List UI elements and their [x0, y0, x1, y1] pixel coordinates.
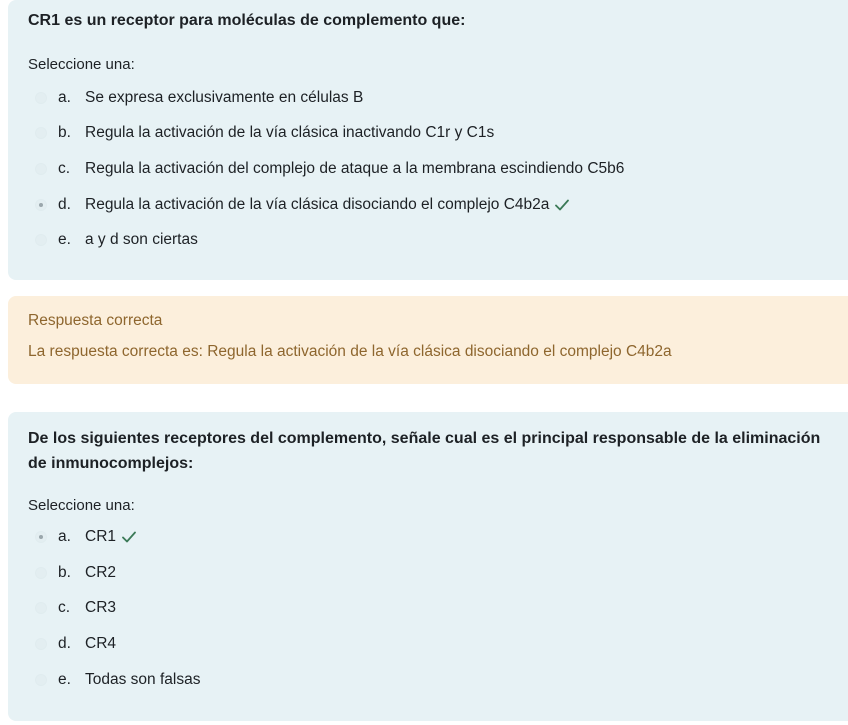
option-label: Se expresa exclusivamente en células B	[85, 89, 364, 106]
radio-icon[interactable]	[35, 531, 47, 543]
option-letter: a.	[58, 528, 71, 545]
option-a[interactable]	[8, 526, 848, 548]
option-d[interactable]	[8, 633, 848, 655]
option-b[interactable]	[8, 122, 848, 144]
question-text: De los siguientes receptores del complemento, señale cual es el principal responsable de la eliminación de inmunocomplejos:	[28, 430, 821, 472]
option-letter: e.	[58, 231, 71, 248]
option-label: CR4	[85, 635, 117, 652]
radio-icon[interactable]	[35, 127, 47, 139]
feedback-box	[8, 296, 848, 384]
radio-icon[interactable]	[35, 602, 47, 614]
option-label: CR3	[85, 599, 117, 616]
option-label: Todas son falsas	[85, 671, 201, 688]
select-one-prompt: Seleccione una:	[28, 497, 135, 514]
feedback-text: La respuesta correcta es: Regula la activación de la vía clásica disociando el complejo C4b2a	[28, 343, 672, 360]
question-card-2	[8, 412, 848, 721]
radio-icon[interactable]	[35, 163, 47, 175]
option-c[interactable]	[8, 597, 848, 619]
option-label: Regula la activación de la vía clásica inactivando C1r y C1s	[85, 124, 495, 141]
option-label-correct	[85, 528, 136, 546]
option-letter: c.	[58, 599, 71, 616]
option-letter: d.	[58, 635, 71, 652]
option-label-text: CR1	[85, 528, 117, 545]
option-c[interactable]	[8, 158, 848, 180]
option-label-correct	[85, 196, 569, 214]
option-letter: d.	[58, 196, 71, 213]
radio-icon[interactable]	[35, 92, 47, 104]
radio-icon[interactable]	[35, 234, 47, 246]
option-letter: e.	[58, 671, 71, 688]
radio-icon[interactable]	[35, 674, 47, 686]
option-b[interactable]	[8, 562, 848, 584]
option-letter: b.	[58, 564, 71, 581]
option-label: a y d son ciertas	[85, 231, 198, 248]
radio-icon[interactable]	[35, 199, 47, 211]
option-a[interactable]	[8, 87, 848, 109]
option-d[interactable]	[8, 194, 848, 216]
option-label: CR2	[85, 564, 117, 581]
radio-icon[interactable]	[35, 567, 47, 579]
check-icon	[122, 531, 136, 543]
option-letter: a.	[58, 89, 71, 106]
question-card-1	[8, 0, 848, 280]
option-e[interactable]	[8, 669, 848, 691]
select-one-prompt: Seleccione una:	[28, 56, 135, 73]
option-e[interactable]	[8, 229, 848, 251]
check-icon	[555, 199, 569, 211]
question-text: CR1 es un receptor para moléculas de complemento que:	[28, 12, 466, 29]
option-label: Regula la activación del complejo de ataque a la membrana escindiendo C5b6	[85, 160, 625, 177]
option-letter: c.	[58, 160, 71, 177]
option-letter: b.	[58, 124, 71, 141]
feedback-title: Respuesta correcta	[28, 312, 163, 329]
option-label-text: Regula la activación de la vía clásica disociando el complejo C4b2a	[85, 196, 550, 213]
radio-icon[interactable]	[35, 638, 47, 650]
